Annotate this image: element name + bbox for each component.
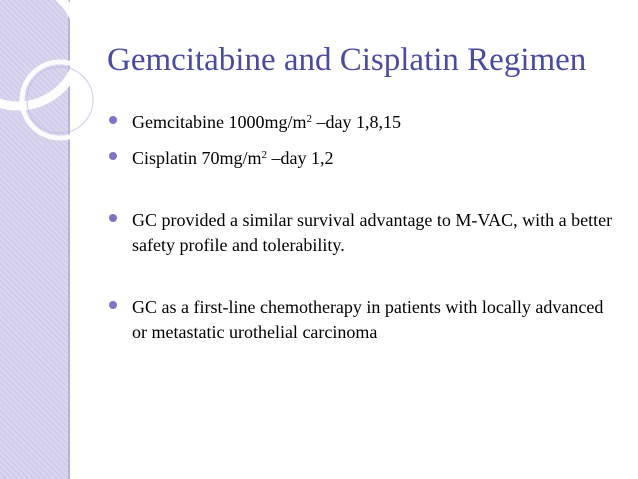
bullet-text: GC as a first-line chemotherapy in patients with locally advanced or metastatic urothelial carcinoma	[132, 297, 604, 342]
superscript: 2	[306, 113, 312, 125]
bullet-item-first-line	[108, 295, 620, 345]
bullet-item-gemcitabine	[108, 110, 620, 135]
bullet-list	[108, 110, 620, 345]
slide-title: Gemcitabine and Cisplatin Regimen	[107, 42, 587, 78]
bullet-text-tail: –day 1,2	[267, 148, 334, 168]
bullet-text-tail: –day 1,8,15	[311, 112, 401, 132]
bullet-dot-icon	[109, 116, 117, 124]
bullet-dot-icon	[109, 301, 117, 309]
bullet-text: Gemcitabine 1000mg/m	[132, 112, 307, 132]
superscript: 2	[261, 149, 268, 161]
bullet-dot-icon	[109, 152, 117, 160]
bullet-item-survival	[108, 208, 620, 258]
bullet-text: GC provided a similar survival advantage to M-VAC, with a better safety profile and tolerability.	[132, 210, 613, 255]
bullet-item-cisplatin	[108, 146, 620, 171]
bullet-text: Cisplatin 70mg/m	[132, 148, 262, 168]
bullet-dot-icon	[109, 214, 117, 222]
